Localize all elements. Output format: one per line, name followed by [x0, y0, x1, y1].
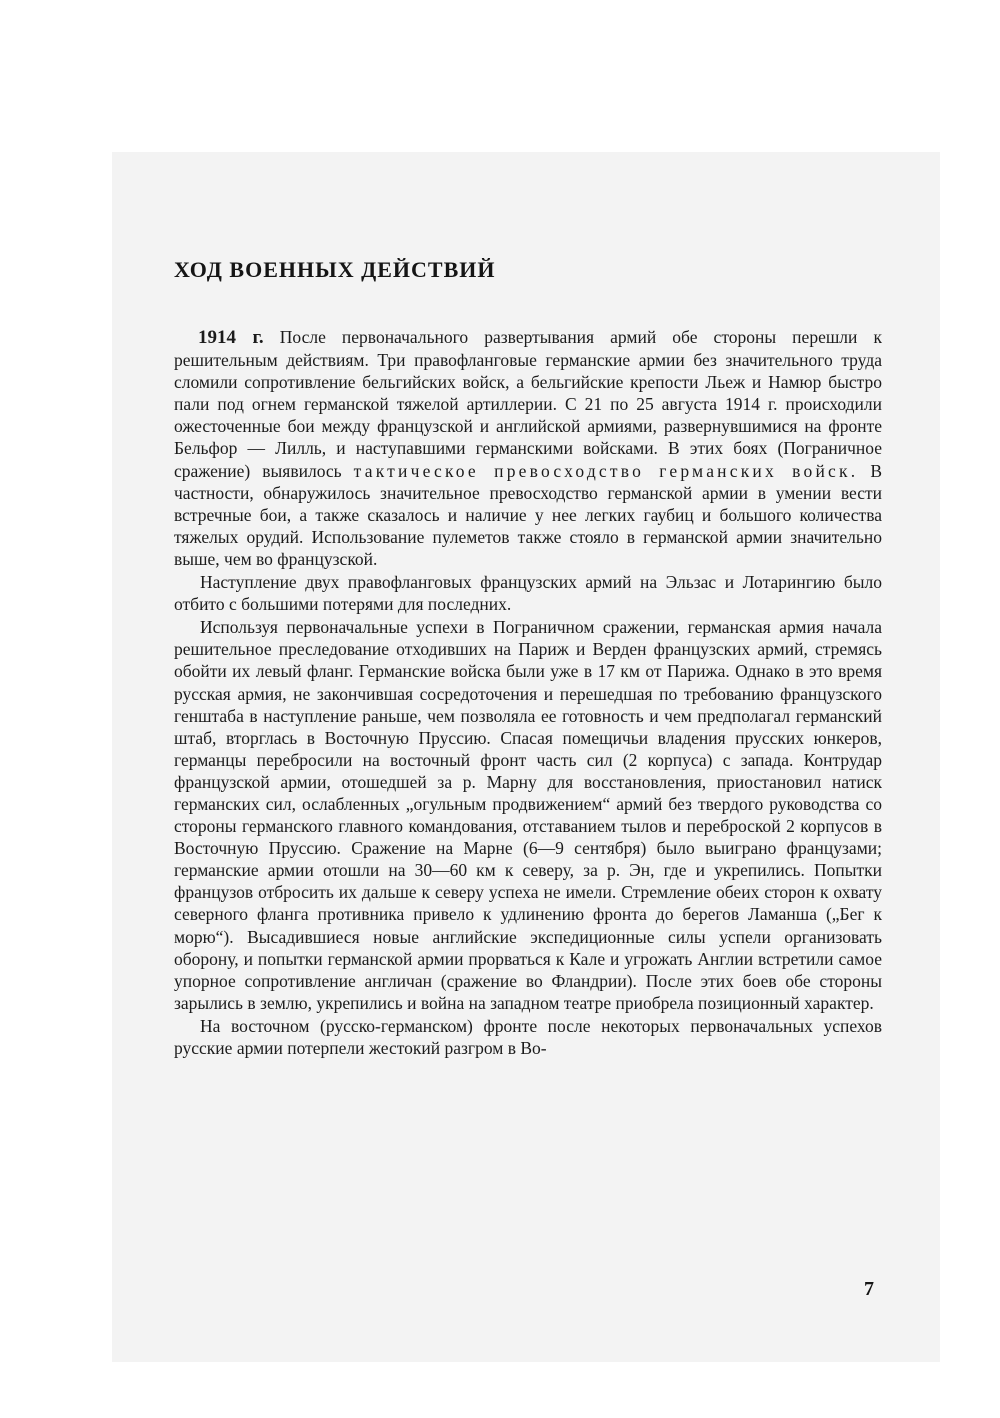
section-heading: ХОД ВОЕННЫХ ДЕЙСТВИЙ — [174, 257, 496, 282]
paragraph-1914-text-b: В частности, обнаружилось значительное превосходство германской армии в умении вести встречные бои, а также сказалось и наличие у нее легких гаубиц и большого количества тяжелых орудий. Использование пулеметов также стояло в германской армии значительно выше, чем во французской. — [174, 460, 882, 569]
paragraph-eastern-front: На восточном (русско-германском) фронте после некоторых первоначальных успехов русские армии потерпели жестокий разгром в Во- — [174, 1015, 882, 1058]
paragraph-1914-text-a: После первоначального развертывания армий обе стороны перешли к решительным действиям. Три правофланговые германские армии без значительного труда сломили сопротивление бельгийских войск, а бельгийские крепости Льеж и Намюр быстро пали под огнем германской тяжелой артиллерии. С 21 по 25 августа 1914 г. происходили ожесточенные бои между французской и английской армиями, развернувшимися на фронте Бельфор — Лилль, и наступавшими германскими войсками. В этих боях (Пограничное сражение) выявилось — [174, 327, 882, 481]
paragraph-alsace: Наступление двух правофланговых французских армий на Эльзас и Лотарингию было отбито с большими потерями для последних. — [174, 572, 882, 615]
paragraph-marne: Используя первоначальные успехи в Пограничном сражении, германская армия начала решительное преследование отходивших на Париж и Верден французских армий, стремясь обойти их левый фланг. Германские войска были уже в 17 км от Парижа. Однако в это время русская армия, не закончившая сосредоточения и перешедшая по требованию французского генштаба в наступление раньше, чем позволяла ее готовность и чем предполагал германский штаб, вторглась в Восточную Пруссию. Спасая помещичьи владения прусских юнкеров, германцы перебросили на восточный фронт часть сил (2 корпуса) с запада. Контрудар французской армии, отошедшей за р. Марну для восстановления, приостановил натиск германских сил, ослабленных „огульным продвижением“ армий без твердого руководства со стороны германского главного командования, отставанием тылов и переброской 2 корпусов в Восточную Пруссию. Сражение на Марне (6—9 сентября) было выиграно французами; германские армии отошли на 30—60 км к северу, за р. Эн, где и укрепились. Попытки французов отбросить их дальше к северу успеха не имели. Стремление обеих сторон к охвату северного фланга противника привело к удлинению фронта до берегов Ламанша („Бег к морю“). Высадившиеся новые английские экспедиционные силы успели организовать оборону, и попытки германской армии прорваться к Кале и угрожать Англии встретили самое упорное сопротивление англичан (сражение во Фландрии). После этих боев обе стороны зарылись в землю, укрепились и война на западном театре приобрела позиционный характер. — [174, 617, 882, 1013]
paragraph-1914 — [174, 326, 882, 570]
page-body — [174, 256, 882, 1059]
page-number: 7 — [864, 1278, 874, 1300]
year-label: 1914 г. — [198, 327, 264, 348]
spaced-emphasis: тактическое превосходство германских войск. — [353, 460, 859, 481]
